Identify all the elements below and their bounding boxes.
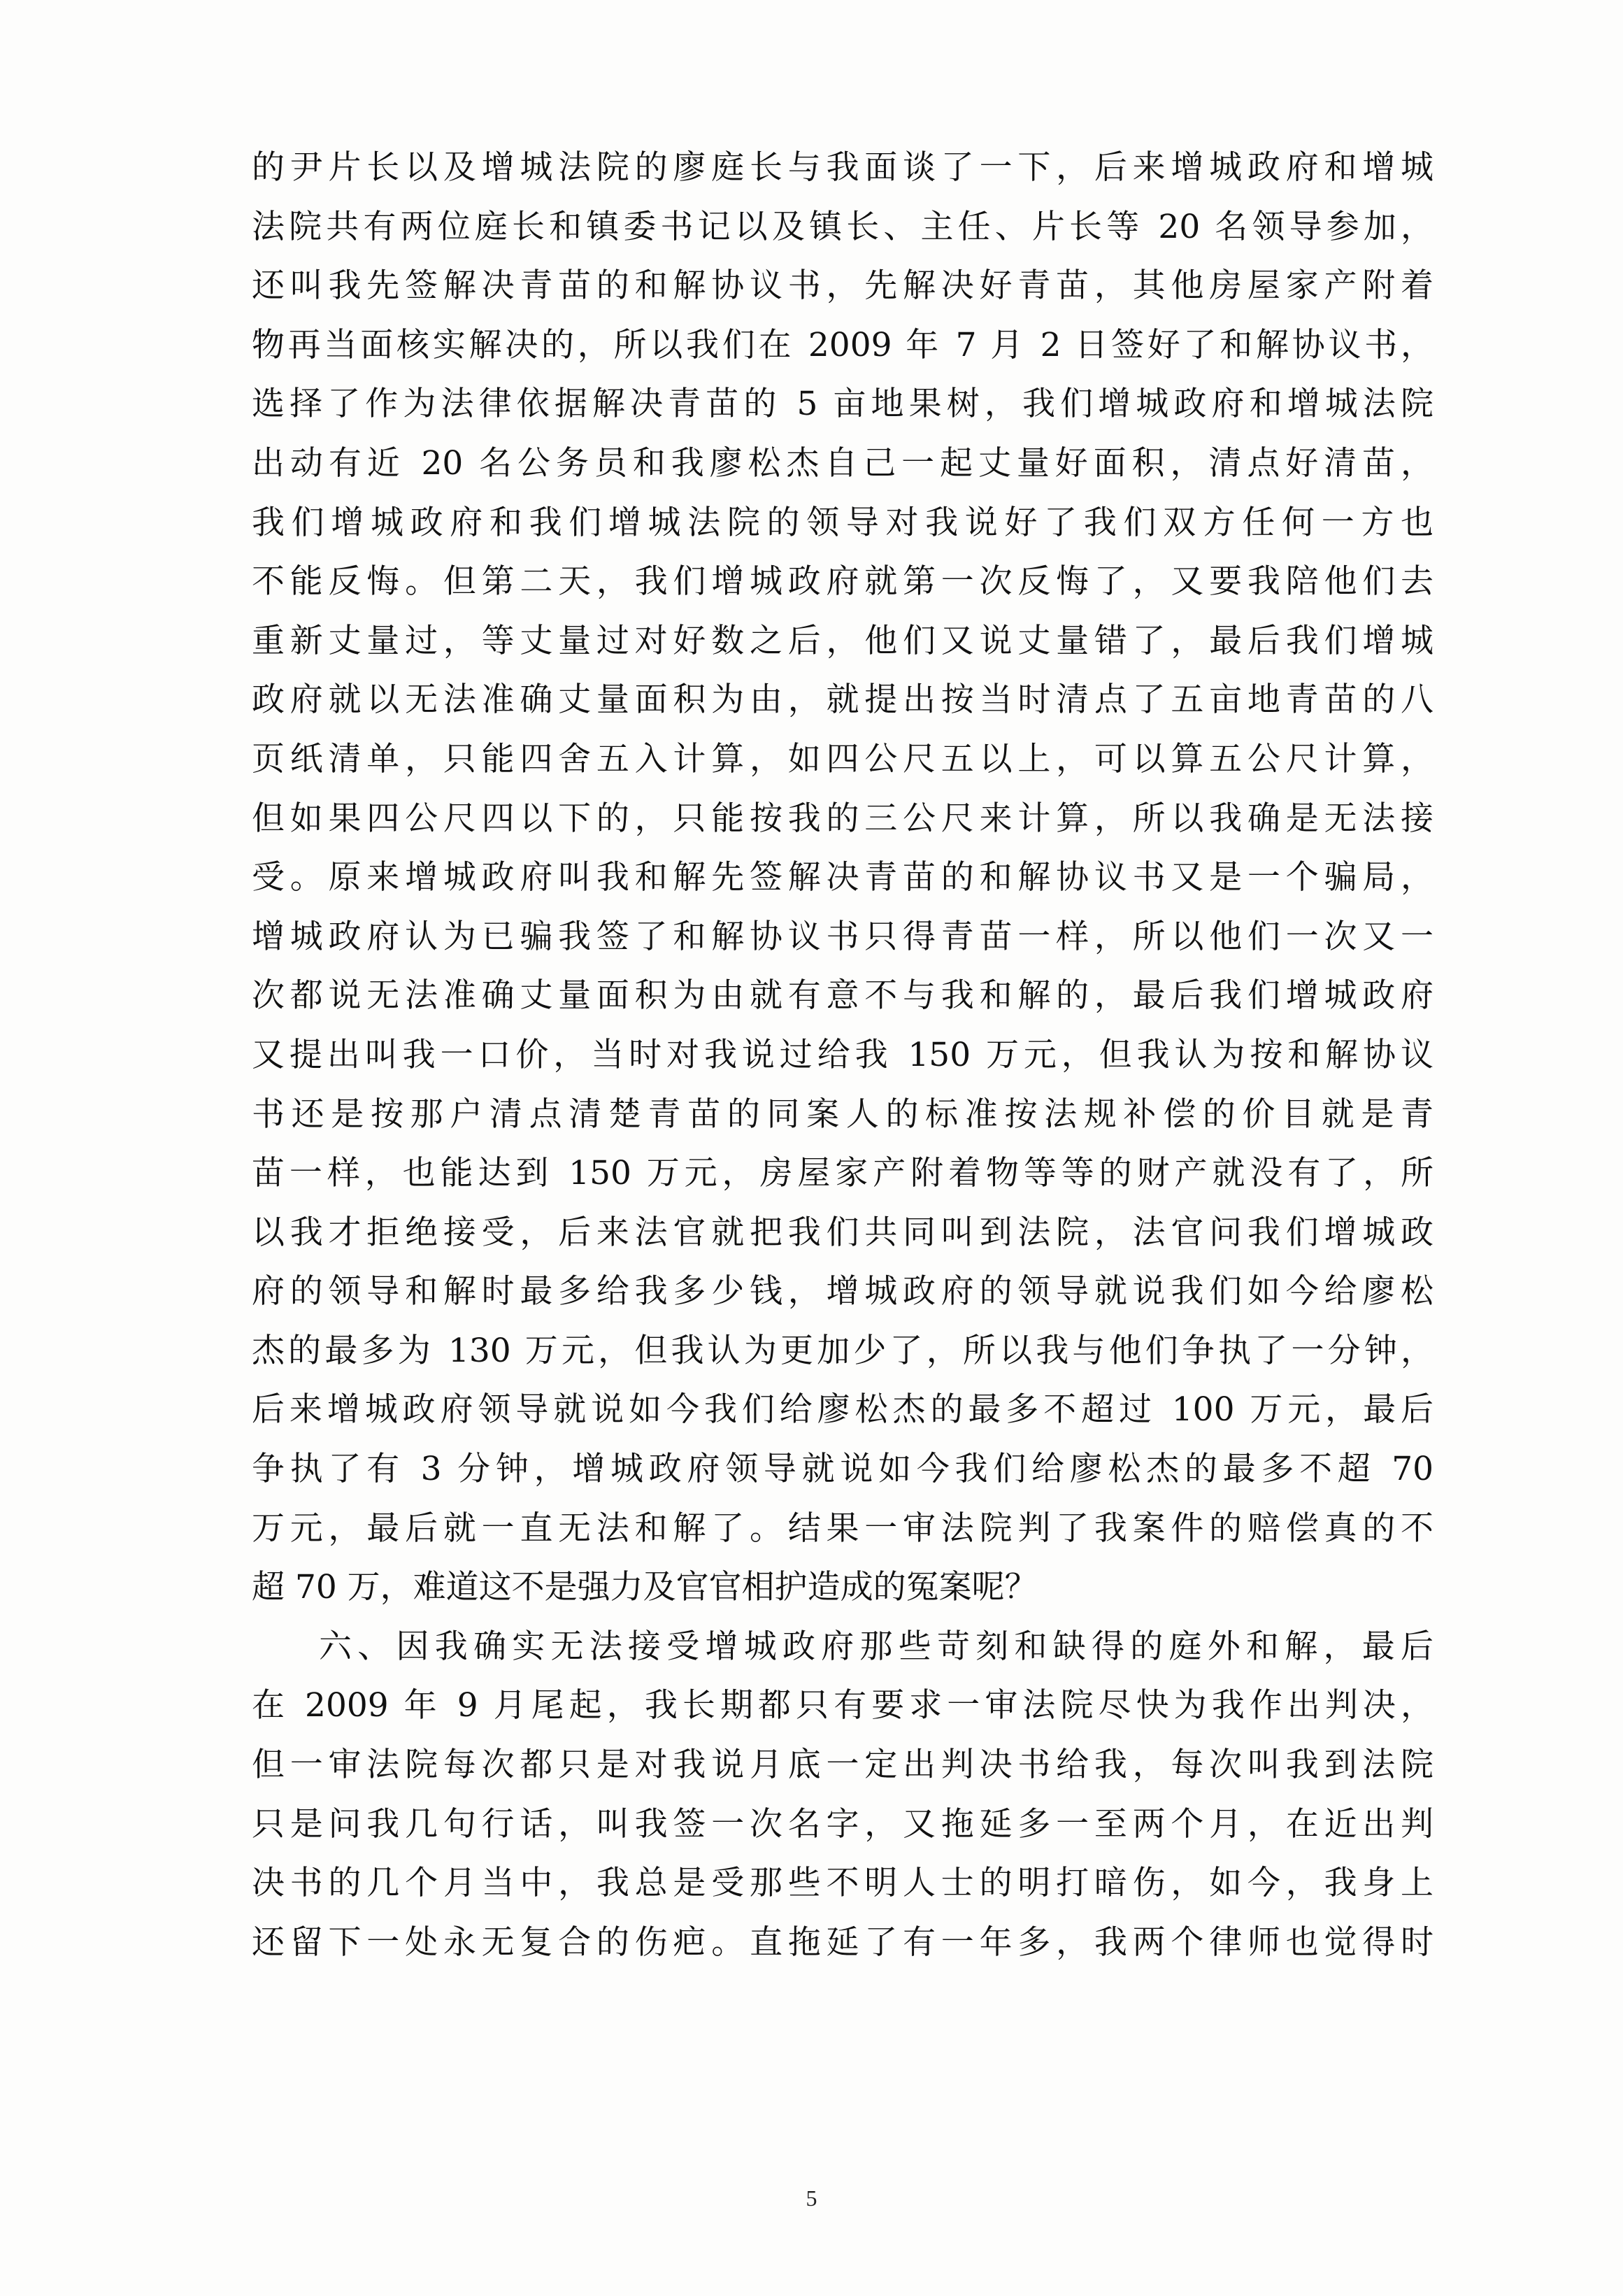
text-line: 苗一样，也能达到 150 万元，房屋家产附着物等等的财产就没有了，所 [252, 1154, 1433, 1193]
paragraph-end-line: 超 70 万，难道这不是强力及官官相护造成的冤案呢？ [252, 1568, 1038, 1607]
text-line: 但如果四公尺四以下的，只能按我的三公尺来计算，所以我确是无法接 [252, 799, 1433, 838]
text-line: 只是问我几句行话，叫我签一次名字，又拖延多一至两个月，在近出判 [252, 1804, 1433, 1844]
text-line: 又提出叫我一口价，当时对我说过给我 150 万元，但我认为按和解协议 [252, 1035, 1433, 1074]
text-line: 次都说无法准确丈量面积为由就有意不与我和解的，最后我们增城政府 [252, 976, 1433, 1015]
text-line: 以我才拒绝接受，后来法官就把我们共同叫到法院，法官问我们增城政 [252, 1213, 1433, 1252]
text-line: 不能反悔。但第二天，我们增城政府就第一次反悔了，又要我陪他们去 [252, 562, 1433, 601]
text-line: 在 2009 年 9 月尾起，我长期都只有要求一审法院尽快为我作出判决， [252, 1686, 1433, 1725]
text-line: 法院共有两位庭长和镇委书记以及镇长、主任、片长等 20 名领导参加， [252, 207, 1433, 246]
body-text [252, 138, 1433, 1972]
text-line: 页纸清单，只能四舍五入计算，如四公尺五以上，可以算五公尺计算， [252, 739, 1433, 778]
text-line: 受。原来增城政府叫我和解先签解决青苗的和解协议书又是一个骗局， [252, 858, 1433, 897]
text-line: 还叫我先签解决青苗的和解协议书，先解决好青苗，其他房屋家产附着 [252, 266, 1433, 306]
text-line: 但一审法院每次都只是对我说月底一定出判决书给我，每次叫我到法院 [252, 1746, 1433, 1785]
text-line: 物再当面核实解决的，所以我们在 2009 年 7 月 2 日签好了和解协议书， [252, 325, 1433, 364]
text-line: 还留下一处永无复合的伤疤。直拖延了有一年多，我两个律师也觉得时 [252, 1923, 1433, 1962]
paragraph-start-line: 六、因我确实无法接受增城政府那些苛刻和缺得的庭外和解，最后 [319, 1627, 1433, 1666]
text-line: 的尹片长以及增城法院的廖庭长与我面谈了一下，后来增城政府和增城 [252, 148, 1433, 187]
text-line: 重新丈量过，等丈量过对好数之后，他们又说丈量错了，最后我们增城 [252, 621, 1433, 660]
text-line: 杰的最多为 130 万元，但我认为更加少了，所以我与他们争执了一分钟， [252, 1331, 1433, 1370]
text-line: 府的领导和解时最多给我多少钱，增城政府的领导就说我们如今给廖松 [252, 1272, 1433, 1311]
text-line: 增城政府认为已骗我签了和解协议书只得青苗一样，所以他们一次又一 [252, 917, 1433, 956]
text-line: 争执了有 3 分钟，增城政府领导就说如今我们给廖松杰的最多不超 70 [252, 1450, 1433, 1489]
text-line: 书还是按那户清点清楚青苗的同案人的标准按法规补偿的价目就是青 [252, 1094, 1433, 1134]
text-line: 政府就以无法准确丈量面积为由，就提出按当时清点了五亩地青苗的八 [252, 680, 1433, 720]
page-number: 5 [806, 2186, 817, 2211]
text-line: 出动有近 20 名公务员和我廖松杰自己一起丈量好面积，清点好清苗， [252, 443, 1433, 483]
text-line: 决书的几个月当中，我总是受那些不明人士的明打暗伤，如今，我身上 [252, 1864, 1433, 1903]
text-line: 选择了作为法律依据解决青苗的 5 亩地果树，我们增城政府和增城法院 [252, 385, 1433, 424]
text-line: 后来增城政府领导就说如今我们给廖松杰的最多不超过 100 万元，最后 [252, 1390, 1433, 1429]
text-line: 我们增城政府和我们增城法院的领导对我说好了我们双方任何一方也 [252, 503, 1433, 542]
text-line: 万元，最后就一直无法和解了。结果一审法院判了我案件的赔偿真的不 [252, 1509, 1433, 1548]
